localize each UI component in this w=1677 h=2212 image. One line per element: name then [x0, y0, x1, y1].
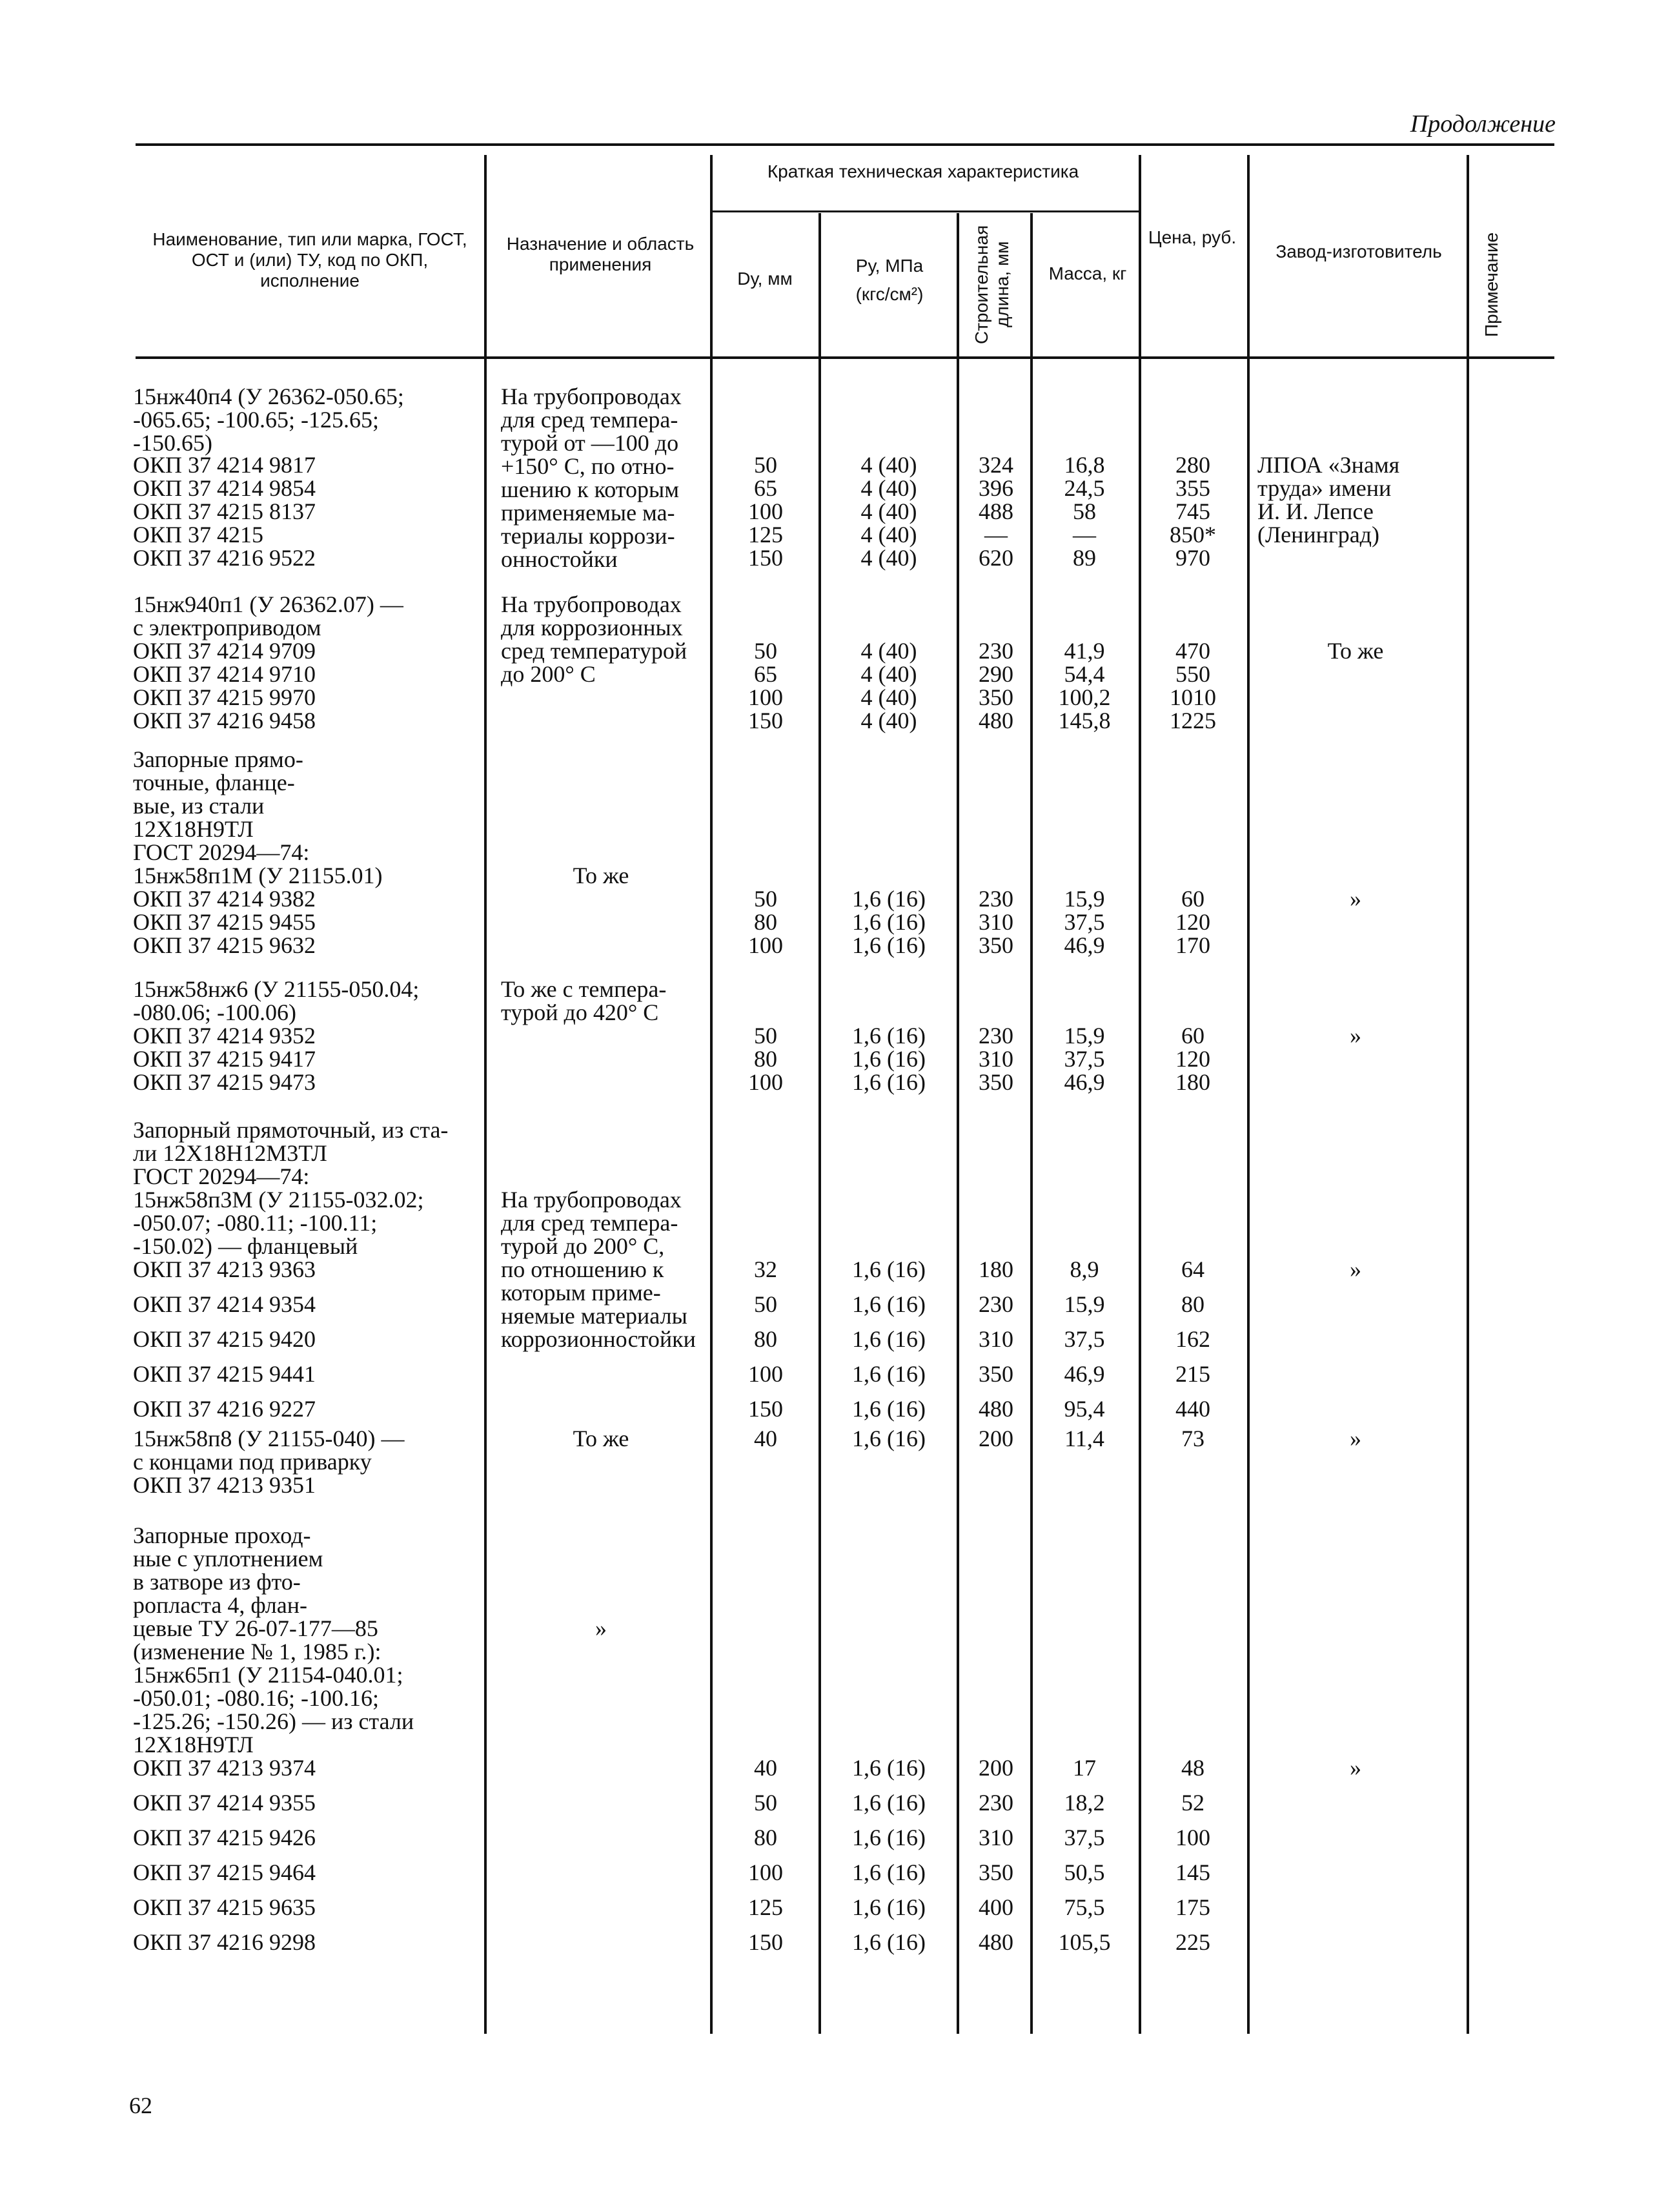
okp-code: ОКП 37 4215 9441 [133, 1361, 316, 1387]
item-purpose-line: до 200° С [501, 661, 596, 687]
item-name [133, 1118, 448, 1258]
value-py: 4 (40) [860, 522, 917, 548]
okp-code: ОКП 37 4216 9458 [133, 708, 316, 733]
item-purpose [501, 1188, 696, 1351]
value-mass: 15,9 [1064, 1023, 1105, 1049]
value-py: 1,6 (16) [852, 909, 926, 935]
header-py-top: Pу, МПа [855, 256, 924, 276]
value-py: 4 (40) [860, 452, 917, 478]
value-mass: 46,9 [1064, 932, 1105, 958]
item-name-line: -150.65) [133, 430, 212, 456]
value-mass: 46,9 [1064, 1069, 1105, 1095]
value-mass: 54,4 [1064, 661, 1105, 687]
value-dy: 50 [754, 452, 777, 478]
header-tech: Краткая техническая характеристика [767, 161, 1079, 181]
header-mass: Масса, кг [1048, 263, 1127, 283]
value-mass: 37,5 [1064, 1326, 1105, 1352]
okp-code: ОКП 37 4215 [133, 522, 264, 548]
value-length: 480 [979, 1396, 1013, 1422]
item-purpose-line: для сред темпера- [501, 407, 678, 433]
value-price: 1225 [1170, 708, 1216, 733]
value-mass: — [1073, 522, 1096, 548]
value-dy: 100 [748, 932, 783, 958]
value-mass: 100,2 [1058, 684, 1111, 710]
item-purpose-line: То же [573, 863, 629, 888]
value-py: 4 (40) [860, 661, 917, 687]
value-length: 400 [979, 1894, 1013, 1920]
item-name-line: -080.06; -100.06) [133, 999, 296, 1025]
value-py: 1,6 (16) [852, 1046, 926, 1072]
value-mass: 37,5 [1064, 1825, 1105, 1850]
item-name [133, 978, 419, 1024]
value-py: 1,6 (16) [852, 932, 926, 958]
okp-code: ОКП 37 4215 9464 [133, 1859, 316, 1885]
value-py: 1,6 (16) [852, 1426, 926, 1451]
col-divider-8 [1467, 155, 1469, 2034]
value-dy: 100 [748, 684, 783, 710]
okp-code: ОКП 37 4215 9455 [133, 909, 316, 935]
value-mass: 105,5 [1058, 1929, 1111, 1955]
value-price: 550 [1175, 661, 1210, 687]
item-plant [1252, 1427, 1459, 1450]
okp-code: ОКП 37 4215 8137 [133, 498, 316, 524]
value-dy: 150 [748, 1929, 783, 1955]
item-purpose-line: шению к которым [501, 476, 680, 502]
value-price: 1010 [1170, 684, 1216, 710]
col-divider-3 [818, 213, 821, 2034]
okp-code: ОКП 37 4214 9352 [133, 1023, 316, 1049]
value-mass: 95,4 [1064, 1396, 1105, 1422]
item-plant-line: труда» имени [1257, 475, 1392, 501]
value-length: 200 [979, 1755, 1013, 1781]
item-purpose-line: няемые материалы [501, 1303, 687, 1329]
value-py: 1,6 (16) [852, 1894, 926, 1920]
item-plant [1252, 1258, 1459, 1281]
value-mass: 75,5 [1064, 1894, 1105, 1920]
value-mass: 17 [1073, 1755, 1096, 1781]
item-name-line: 15нж58п3М (У 21155-032.02; [133, 1187, 424, 1213]
value-price: 145 [1175, 1859, 1210, 1885]
item-name [133, 748, 383, 887]
value-dy: 150 [748, 545, 783, 571]
value-py: 1,6 (16) [852, 1256, 926, 1282]
value-mass: 37,5 [1064, 1046, 1105, 1072]
value-mass: 15,9 [1064, 1291, 1105, 1317]
value-py: 1,6 (16) [852, 1396, 926, 1422]
item-name-line: -150.02) — фланцевый [133, 1233, 358, 1259]
item-purpose [501, 593, 687, 686]
item-plant [1252, 887, 1459, 910]
item-name-line: с электроприводом [133, 615, 321, 640]
value-mass: 18,2 [1064, 1790, 1105, 1816]
value-length: 480 [979, 1929, 1013, 1955]
value-py: 1,6 (16) [852, 1023, 926, 1049]
item-purpose-line: применяемые ма- [501, 500, 675, 526]
value-price: 440 [1175, 1396, 1210, 1422]
value-mass: 89 [1073, 545, 1096, 571]
value-price: 60 [1181, 886, 1204, 912]
header-length: Строительная длина, мм [971, 225, 1012, 344]
item-name [133, 593, 403, 639]
value-length: 350 [979, 1069, 1013, 1095]
value-py: 4 (40) [860, 498, 917, 524]
value-price: 170 [1175, 932, 1210, 958]
item-name-line: вые, из стали [133, 793, 265, 819]
col-divider-2 [710, 155, 713, 2034]
item-name-line: Запорные прямо- [133, 746, 303, 772]
continuation-label: Продолжение [1410, 110, 1556, 138]
item-purpose-line: турой от —100 до [501, 430, 679, 456]
item-plant-line: (Ленинград) [1257, 522, 1379, 548]
value-dy: 50 [754, 638, 777, 664]
item-name-line: 15нж58п8 (У 21155-040) — [133, 1426, 405, 1451]
value-py: 1,6 (16) [852, 1859, 926, 1885]
value-length: 324 [979, 452, 1013, 478]
okp-code: ОКП 37 4214 9355 [133, 1790, 316, 1816]
okp-code: ОКП 37 4215 9420 [133, 1326, 316, 1352]
item-name-line: точные, фланце- [133, 770, 295, 795]
item-plant [1257, 453, 1399, 546]
value-py: 1,6 (16) [852, 1291, 926, 1317]
value-price: 100 [1175, 1825, 1210, 1850]
value-py: 4 (40) [860, 708, 917, 733]
item-name-line: ные с уплотнением [133, 1546, 323, 1572]
value-price: 215 [1175, 1361, 1210, 1387]
header-name: Наименование, тип или марка, ГОСТ, ОСТ и (или) ТУ, код по ОКП, исполнение [152, 229, 467, 291]
value-length: 620 [979, 545, 1013, 571]
tech-header-rule [713, 210, 1140, 212]
value-dy: 125 [748, 1894, 783, 1920]
item-purpose-line: по отношению к [501, 1256, 664, 1282]
item-name-line: 12Х18Н9ТЛ [133, 816, 254, 842]
value-dy: 100 [748, 1069, 783, 1095]
value-dy: 32 [754, 1256, 777, 1282]
value-mass: 46,9 [1064, 1361, 1105, 1387]
item-plant [1252, 1756, 1459, 1779]
header-purpose: Назначение и область применения [506, 234, 695, 274]
item-purpose [501, 864, 701, 887]
value-mass: 11,4 [1064, 1426, 1104, 1451]
value-mass: 15,9 [1064, 886, 1105, 912]
okp-code: ОКП 37 4214 9854 [133, 475, 316, 501]
item-name-line: ОКП 37 4213 9351 [133, 1472, 316, 1498]
value-price: 970 [1175, 545, 1210, 571]
item-name-line: ГОСТ 20294—74: [133, 1163, 310, 1189]
value-mass: 58 [1073, 498, 1096, 524]
item-name-line: -125.26; -150.26) — из стали [133, 1708, 414, 1734]
col-divider-5 [1030, 213, 1033, 2034]
value-dy: 65 [754, 475, 777, 501]
item-purpose-line: На трубопроводах [501, 384, 682, 409]
value-length: 350 [979, 1361, 1013, 1387]
item-purpose-line: » [595, 1615, 607, 1641]
value-length: 396 [979, 475, 1013, 501]
header-bottom-rule [136, 356, 1554, 359]
value-price: 73 [1181, 1426, 1204, 1451]
item-name-line: ли 12Х18Н12М3ТЛ [133, 1140, 327, 1166]
item-plant-line: » [1350, 1426, 1361, 1451]
value-length: 290 [979, 661, 1013, 687]
item-purpose [501, 978, 666, 1024]
item-purpose-line: териалы коррози- [501, 523, 675, 549]
value-dy: 150 [748, 1396, 783, 1422]
value-dy: 80 [754, 1326, 777, 1352]
value-dy: 80 [754, 909, 777, 935]
value-mass: 145,8 [1058, 708, 1111, 733]
value-py: 1,6 (16) [852, 1755, 926, 1781]
value-price: 175 [1175, 1894, 1210, 1920]
item-purpose-line: То же с темпера- [501, 976, 667, 1002]
okp-code: ОКП 37 4216 9522 [133, 545, 316, 571]
item-purpose-line: онностойки [501, 546, 618, 572]
header-py-bottom: (кгс/см²) [855, 284, 924, 304]
item-name-line: 12Х18Н9ТЛ [133, 1732, 254, 1757]
item-name-line: -050.07; -080.11; -100.11; [133, 1210, 378, 1236]
item-purpose-line: То же [573, 1426, 629, 1451]
value-length: 350 [979, 684, 1013, 710]
value-price: 470 [1175, 638, 1210, 664]
item-purpose-line: которым приме- [501, 1280, 661, 1306]
item-name [133, 1427, 405, 1497]
okp-code: ОКП 37 4215 9970 [133, 684, 316, 710]
page-number: 62 [129, 2093, 152, 2118]
value-dy: 65 [754, 661, 777, 687]
item-purpose-line: для сред темпера- [501, 1210, 678, 1236]
value-dy: 150 [748, 708, 783, 733]
item-plant-line: ЛПОА «Знамя [1257, 452, 1400, 478]
value-price: 355 [1175, 475, 1210, 501]
item-name-line: ГОСТ 20294—74: [133, 839, 310, 865]
item-plant [1252, 639, 1459, 662]
item-name-line: -065.65; -100.65; -125.65; [133, 407, 379, 433]
value-py: 1,6 (16) [852, 1825, 926, 1850]
item-purpose [501, 385, 682, 571]
item-name-line: -050.01; -080.16; -100.16; [133, 1685, 379, 1711]
header-plant: Завод-изготовитель [1276, 241, 1442, 261]
value-price: 162 [1175, 1326, 1210, 1352]
value-mass: 8,9 [1070, 1256, 1099, 1282]
okp-code: ОКП 37 4214 9354 [133, 1291, 316, 1317]
value-py: 4 (40) [860, 475, 917, 501]
item-purpose-line: турой до 200° С, [501, 1233, 665, 1259]
table-top-rule [136, 143, 1554, 146]
item-name-line: цевые ТУ 26-07-177—85 [133, 1615, 378, 1641]
value-mass: 24,5 [1064, 475, 1105, 501]
okp-code: ОКП 37 4214 9382 [133, 886, 316, 912]
item-name-line: ропласта 4, флан- [133, 1592, 307, 1618]
value-length: 180 [979, 1256, 1013, 1282]
value-length: 310 [979, 1825, 1013, 1850]
value-price: 64 [1181, 1256, 1204, 1282]
value-length: 230 [979, 1790, 1013, 1816]
okp-code: ОКП 37 4215 9635 [133, 1894, 316, 1920]
value-py: 1,6 (16) [852, 1069, 926, 1095]
okp-code: ОКП 37 4215 9632 [133, 932, 316, 958]
value-price: 52 [1181, 1790, 1204, 1816]
value-dy: 50 [754, 1790, 777, 1816]
value-price: 225 [1175, 1929, 1210, 1955]
value-mass: 50,5 [1064, 1859, 1105, 1885]
item-name-line: (изменение № 1, 1985 г.): [133, 1639, 381, 1664]
value-length: 230 [979, 1291, 1013, 1317]
item-name [133, 385, 404, 455]
item-plant-line: И. И. Лепсе [1257, 498, 1374, 524]
okp-code: ОКП 37 4216 9227 [133, 1396, 316, 1422]
okp-code: ОКП 37 4215 9426 [133, 1825, 316, 1850]
value-length: 200 [979, 1426, 1013, 1451]
okp-code: ОКП 37 4213 9363 [133, 1256, 316, 1282]
value-length: 350 [979, 932, 1013, 958]
item-purpose-line: для коррозионных [501, 615, 683, 640]
col-divider-1 [484, 155, 487, 2034]
item-plant-line: То же [1327, 638, 1384, 664]
value-dy: 100 [748, 1361, 783, 1387]
item-purpose-line: +150° С, по отно- [501, 453, 675, 479]
item-name-line: 15нж65п1 (У 21154-040.01; [133, 1662, 403, 1688]
value-py: 1,6 (16) [852, 886, 926, 912]
value-price: 48 [1181, 1755, 1204, 1781]
item-purpose-line: коррозионностойки [501, 1326, 696, 1352]
value-dy: 125 [748, 522, 783, 548]
item-plant-line: » [1350, 1256, 1361, 1282]
value-dy: 100 [748, 1859, 783, 1885]
value-mass: 16,8 [1064, 452, 1105, 478]
item-name [133, 1524, 414, 1756]
value-py: 4 (40) [860, 545, 917, 571]
value-length: 350 [979, 1859, 1013, 1885]
okp-code: ОКП 37 4215 9417 [133, 1046, 316, 1072]
value-dy: 80 [754, 1046, 777, 1072]
item-plant-line: » [1350, 1755, 1361, 1781]
okp-code: ОКП 37 4216 9298 [133, 1929, 316, 1955]
item-plant [1252, 1024, 1459, 1047]
value-py: 1,6 (16) [852, 1929, 926, 1955]
value-py: 1,6 (16) [852, 1790, 926, 1816]
item-name-line: 15нж940п1 (У 26362.07) — [133, 591, 403, 617]
value-length: 488 [979, 498, 1013, 524]
header-note: Примечание [1481, 232, 1501, 337]
item-name-line: с концами под приварку [133, 1449, 372, 1475]
value-price: 850* [1170, 522, 1216, 548]
okp-code: ОКП 37 4214 9817 [133, 452, 316, 478]
col-divider-4 [957, 213, 959, 2034]
okp-code: ОКП 37 4213 9374 [133, 1755, 316, 1781]
item-purpose-line: сред температурой [501, 638, 687, 664]
item-purpose [501, 1617, 701, 1640]
item-name-line: в затворе из фто- [133, 1569, 301, 1595]
value-price: 745 [1175, 498, 1210, 524]
value-py: 1,6 (16) [852, 1326, 926, 1352]
value-length: 230 [979, 886, 1013, 912]
item-purpose-line: На трубопроводах [501, 1187, 682, 1213]
value-dy: 50 [754, 1291, 777, 1317]
value-price: 80 [1181, 1291, 1204, 1317]
value-py: 1,6 (16) [852, 1361, 926, 1387]
header-price: Цена, руб. [1148, 227, 1237, 247]
value-length: 230 [979, 638, 1013, 664]
value-dy: 50 [754, 1023, 777, 1049]
item-name-line: Запорные проход- [133, 1522, 311, 1548]
value-dy: 40 [754, 1755, 777, 1781]
okp-code: ОКП 37 4214 9710 [133, 661, 316, 687]
value-price: 180 [1175, 1069, 1210, 1095]
value-dy: 100 [748, 498, 783, 524]
col-divider-7 [1247, 155, 1250, 2034]
value-price: 120 [1175, 1046, 1210, 1072]
value-mass: 41,9 [1064, 638, 1105, 664]
value-dy: 50 [754, 886, 777, 912]
col-divider-6 [1139, 155, 1141, 2034]
item-name-line: 15нж58п1М (У 21155.01) [133, 863, 383, 888]
item-name-line: 15нж58нж6 (У 21155-050.04; [133, 976, 420, 1002]
item-plant-line: » [1350, 886, 1361, 912]
value-length: 230 [979, 1023, 1013, 1049]
item-purpose [501, 1427, 701, 1450]
okp-code: ОКП 37 4214 9709 [133, 638, 316, 664]
header-dy: Dу, мм [737, 269, 793, 289]
okp-code: ОКП 37 4215 9473 [133, 1069, 316, 1095]
value-price: 120 [1175, 909, 1210, 935]
value-length: 310 [979, 1326, 1013, 1352]
item-name-line: 15нж40п4 (У 26362-050.65; [133, 384, 404, 409]
item-purpose-line: турой до 420° С [501, 999, 659, 1025]
item-name-line: Запорный прямоточный, из ста- [133, 1117, 449, 1143]
value-length: 480 [979, 708, 1013, 733]
value-length: — [984, 522, 1008, 548]
value-dy: 80 [754, 1825, 777, 1850]
value-length: 310 [979, 1046, 1013, 1072]
value-py: 4 (40) [860, 638, 917, 664]
value-price: 280 [1175, 452, 1210, 478]
value-mass: 37,5 [1064, 909, 1105, 935]
value-price: 60 [1181, 1023, 1204, 1049]
value-length: 310 [979, 909, 1013, 935]
value-dy: 40 [754, 1426, 777, 1451]
item-plant-line: » [1350, 1023, 1361, 1049]
item-purpose-line: На трубопроводах [501, 591, 682, 617]
value-py: 4 (40) [860, 684, 917, 710]
